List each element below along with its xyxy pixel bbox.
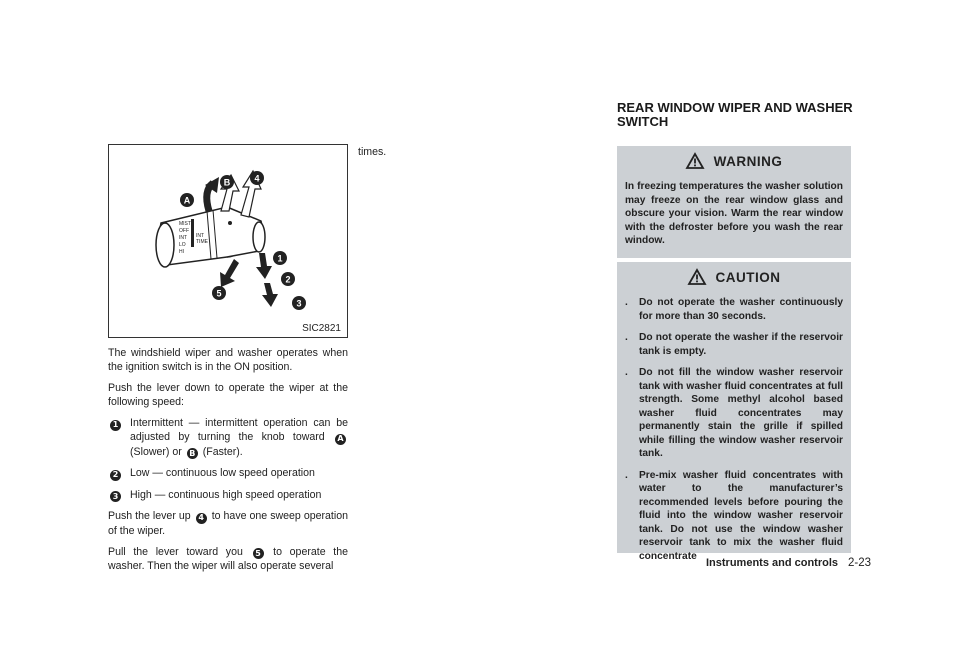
caution-box	[617, 262, 851, 562]
para-text: to have one sweep operation of the wiper.	[108, 510, 348, 537]
letter-badge-b: B	[187, 448, 198, 459]
item-text: (Slower) or	[130, 445, 182, 458]
caution-item-text: Do not operate the washer continuously for more than 30 seconds.	[639, 297, 843, 322]
callout-2: 2	[285, 274, 291, 285]
push-down-paragraph: Push the lever down to operate the wiper at the following speed:	[108, 382, 348, 408]
number-badge: 4	[196, 513, 207, 524]
warning-box	[617, 146, 851, 258]
callout-1: 1	[277, 253, 283, 264]
ring-label-time: TIME	[196, 239, 208, 245]
warning-text: In freezing temperatures the washer solution may freeze on the rear window glass and obscure your vision. Warm the rear window with the defroster before you wash the rear window.	[625, 181, 843, 246]
section-heading: REAR WINDOW WIPER AND WASHER SWITCH	[617, 100, 853, 129]
callout-3: 3	[296, 298, 302, 309]
lever-down-arrow-1	[256, 253, 272, 279]
left-column	[108, 346, 348, 580]
caution-item	[625, 296, 843, 323]
para-text: Push the lever up	[108, 510, 191, 522]
caution-item-text: Pre-mix washer fluid concentrates with water to the manufacturer’s recommended levels before pouring the fluid into the window washer reservoir tank. Do not use the window washer reservoir tank to mix the washer fluid concentrate	[639, 469, 843, 562]
caution-item	[625, 366, 843, 461]
ring-label-int: INT	[196, 233, 205, 239]
caution-item-text: Do not fill the window washer reservoir tank with washer fluid concentrates at full strength. Some methyl alcohol based washer fluid concentrates may permanently stain the grille if spilled while filling the window washer reservoir tank.	[639, 367, 843, 459]
bullet: .	[625, 297, 628, 308]
wiper-lever-figure	[108, 144, 348, 338]
speed-item-intermittent	[108, 416, 348, 459]
number-badge: 3	[110, 491, 121, 502]
number-badge: 1	[110, 420, 121, 431]
pull-paragraph	[108, 545, 348, 574]
knob-label-mist: MIST	[179, 221, 191, 227]
figure-code: SIC2821	[302, 323, 341, 334]
callout-5: 5	[216, 288, 222, 299]
page-number: 2-23	[848, 557, 872, 569]
knob-label-int: INT	[179, 235, 188, 241]
caution-title: CAUTION	[715, 269, 781, 285]
caution-item	[625, 331, 843, 358]
knob-label-off: OFF	[179, 228, 189, 234]
warning-icon	[686, 153, 704, 169]
caution-item-text: Do not operate the washer if the reservoir tank is empty.	[639, 332, 843, 357]
callout-b: B	[223, 177, 231, 188]
warning-title: WARNING	[713, 153, 783, 169]
knob-label-hi: HI	[179, 249, 184, 255]
caution-item	[625, 469, 843, 564]
item-text: High — continuous high speed operation	[130, 488, 322, 501]
bullet: .	[625, 469, 628, 481]
bullet: .	[625, 367, 628, 378]
item-text: (Faster).	[202, 445, 243, 458]
number-badge: 5	[253, 548, 264, 559]
caution-icon	[688, 269, 706, 285]
speed-item-high	[108, 488, 348, 503]
lever-down-arrow-2	[262, 283, 278, 307]
middle-column-text: times.	[358, 146, 387, 158]
number-badge: 2	[110, 470, 121, 481]
item-text: Low — continuous low speed operation	[130, 467, 315, 479]
letter-badge-a: A	[335, 434, 346, 445]
bullet: .	[625, 332, 628, 343]
callout-a: A	[183, 195, 191, 206]
speed-item-low	[108, 466, 348, 481]
knob-label-lo: LO	[179, 242, 186, 248]
lever-pull-arrow	[220, 259, 239, 287]
para-text: Pull the lever toward you	[108, 545, 243, 558]
intro-paragraph: The windshield wiper and washer operates when the ignition switch is in the ON position.	[108, 347, 348, 373]
callout-4: 4	[254, 173, 260, 184]
wiper-lever-illustration	[109, 145, 349, 339]
page-footer	[706, 557, 871, 569]
item-text: Intermittent — intermittent operation can be adjusted by turning the knob toward	[130, 417, 348, 443]
para-text: to operate the washer. Then the wiper will also operate several	[108, 545, 348, 572]
footer-section: Instruments and controls	[706, 557, 839, 569]
push-up-paragraph	[108, 509, 348, 538]
